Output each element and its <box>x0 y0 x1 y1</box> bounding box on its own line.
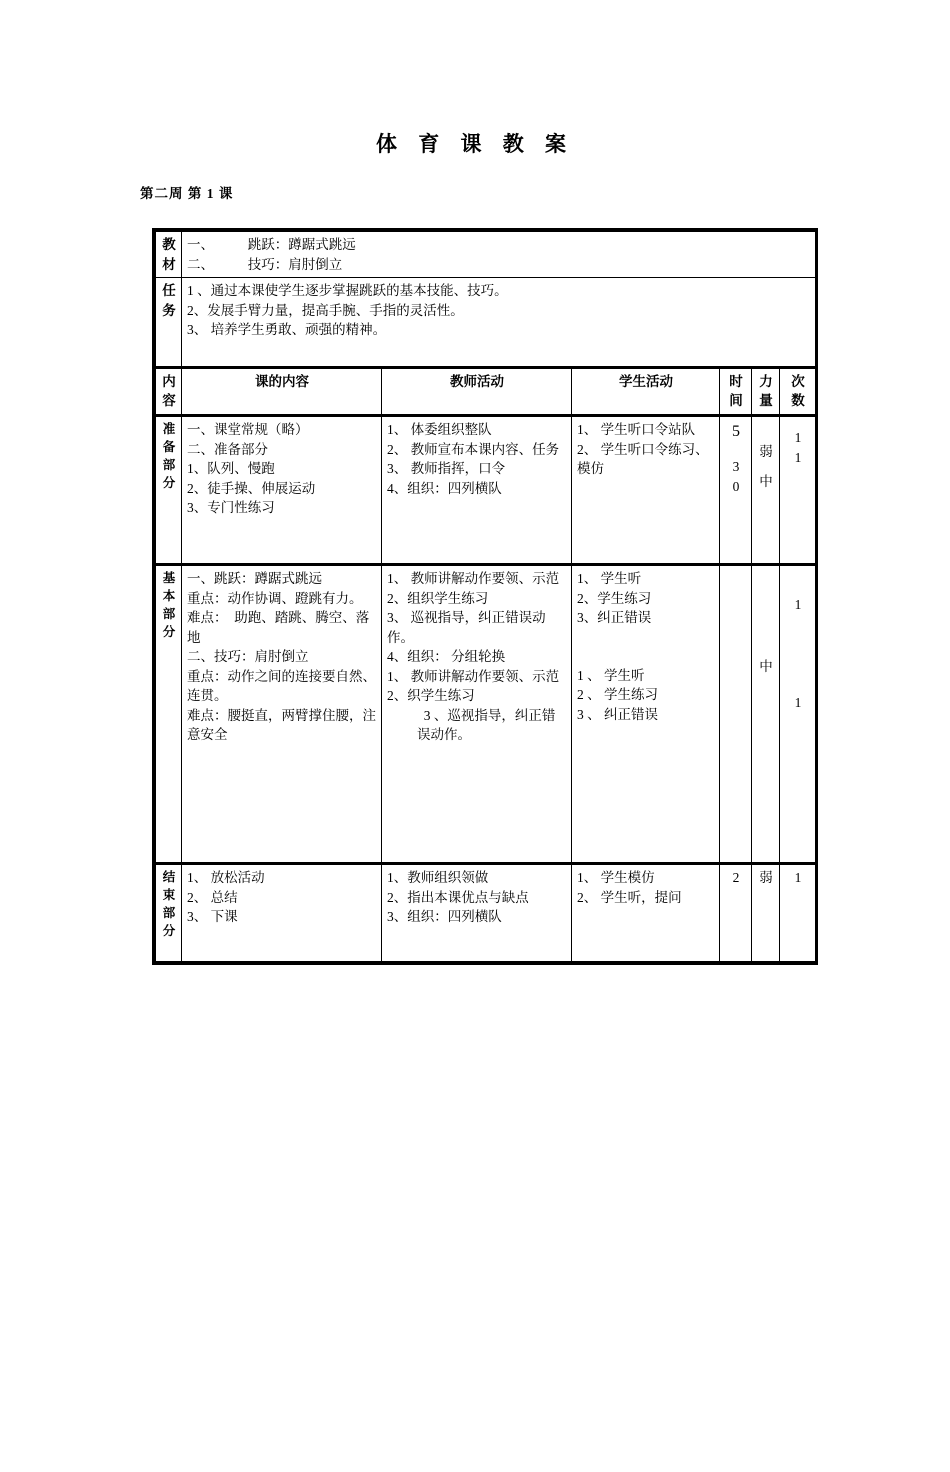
prepare-times-2: 1 <box>794 449 802 465</box>
document-page <box>0 128 950 1472</box>
end-strength-1: 弱 <box>759 869 773 885</box>
basic-student-6: 3 、 纠正错误 <box>577 706 658 722</box>
row-label-prepare: 准 备 部 分 <box>156 415 182 564</box>
end-content-1: 1、 放松活动 <box>187 869 265 885</box>
header-teacher: 教师活动 <box>382 367 572 415</box>
end-student-1: 1、 学生模仿 <box>577 869 655 885</box>
prepare-time-cell <box>720 415 752 564</box>
prepare-content-1: 一、课堂常规（略） <box>187 421 309 437</box>
basic-teacher-2: 2、组织学生练习 <box>387 590 489 606</box>
basic-times-cell <box>780 564 816 863</box>
end-content-3: 3、 下课 <box>187 909 238 925</box>
tasks-line-1: 1 、通过本课使学生逐步掌握跳跃的基本技能、技巧。 <box>187 283 508 299</box>
table-row-prepare <box>156 415 816 564</box>
basic-teacher-7: 3 、巡视指导，纠正错误动作。 <box>417 707 556 743</box>
tasks-cell <box>182 278 816 368</box>
prepare-time-2: 3 <box>732 459 740 475</box>
materials-cell <box>182 232 816 278</box>
table-row-tasks <box>156 278 816 368</box>
prepare-time-1: 5 <box>732 422 740 440</box>
prepare-content-2: 二、准备部分 <box>187 441 268 457</box>
prepare-teacher-3: 3、 教师指挥，口令 <box>387 461 506 477</box>
prepare-student-cell <box>572 415 720 564</box>
basic-student-cell <box>572 564 720 863</box>
basic-content-3: 难点： 助跑、踏跳、腾空、落地 <box>187 610 370 645</box>
prepare-student-2: 2、 学生听口令练习、模仿 <box>577 441 709 477</box>
header-student: 学生活动 <box>572 367 720 415</box>
basic-student-2: 2、学生练习 <box>577 590 652 606</box>
prepare-teacher-cell <box>382 415 572 564</box>
basic-student-spacer <box>577 628 715 666</box>
prepare-strength-2: 中 <box>759 473 773 489</box>
row-label-basic: 基 本 部 分 <box>156 564 182 863</box>
lesson-plan-table <box>155 231 816 962</box>
lesson-plan-table-wrapper <box>152 228 818 965</box>
table-header-row <box>156 367 816 415</box>
end-student-2: 2、 学生听，提问 <box>577 889 682 905</box>
basic-teacher-3: 3、 巡视指导，纠正错误动作。 <box>387 610 546 645</box>
basic-content-2: 重点：动作协调、蹬跳有力。 <box>187 590 363 606</box>
basic-content-4: 二、技巧：肩肘倒立 <box>187 649 309 665</box>
basic-content-cell <box>182 564 382 863</box>
table-row-materials <box>156 232 816 278</box>
end-strength-cell <box>752 863 780 961</box>
materials-line-1: 一、 跳跃：蹲踞式跳远 <box>187 237 356 252</box>
end-content-2: 2、 总结 <box>187 889 238 905</box>
prepare-teacher-2: 2、 教师宣布本课内容、任务 <box>387 441 560 457</box>
basic-content-5: 重点：动作之间的连接要自然、连贯。 <box>187 668 376 704</box>
table-row-end <box>156 863 816 961</box>
end-times-cell <box>780 863 816 961</box>
basic-teacher-4: 4、组织： 分组轮换 <box>387 649 506 665</box>
row-label-materials: 教 材 <box>156 232 182 278</box>
basic-strength-cell <box>752 564 780 863</box>
header-content: 课的内容 <box>182 367 382 415</box>
week-lesson-label: 第二周 第 1 课 <box>140 186 234 201</box>
tasks-line-3: 3、 培养学生勇敢、顽强的精神。 <box>187 322 387 338</box>
header-times: 次数 <box>780 367 816 415</box>
prepare-times-1: 1 <box>794 429 802 445</box>
row-label-end: 结 束 部 分 <box>156 863 182 961</box>
basic-student-5: 2 、 学生练习 <box>577 687 658 703</box>
prepare-content-3: 1、队列、慢跑 <box>187 461 275 477</box>
prepare-times-cell <box>780 415 816 564</box>
end-teacher-3: 3、组织：四列横队 <box>387 909 502 925</box>
end-teacher-cell <box>382 863 572 961</box>
basic-student-3: 3、纠正错误 <box>577 610 652 626</box>
prepare-content-4: 2、徒手操、伸展运动 <box>187 480 316 496</box>
basic-student-1: 1、 学生听 <box>577 570 642 586</box>
row-label-tasks: 任 务 <box>156 278 182 368</box>
prepare-content-5: 3、专门性练习 <box>187 500 275 516</box>
prepare-strength-1: 弱 <box>759 443 773 459</box>
end-content-cell <box>182 863 382 961</box>
prepare-time-3: 0 <box>732 478 740 494</box>
basic-teacher-6: 2、织学生练习 <box>387 688 475 704</box>
basic-teacher-1: 1、 教师讲解动作要领、示范 <box>387 570 560 586</box>
end-teacher-2: 2、指出本课优点与缺点 <box>387 889 529 905</box>
basic-teacher-5: 1、 教师讲解动作要领、示范 <box>387 668 560 684</box>
materials-line-2: 二、 技巧：肩肘倒立 <box>187 256 343 272</box>
tasks-line-2: 2、发展手臂力量，提高手腕、手指的灵活性。 <box>187 302 464 318</box>
basic-content-6: 难点：腰挺直，两臂撑住腰，注意安全 <box>187 707 376 743</box>
basic-strength-1: 中 <box>759 658 773 674</box>
end-teacher-1: 1、教师组织领做 <box>387 869 489 885</box>
prepare-content-cell <box>182 415 382 564</box>
header-time: 时间 <box>720 367 752 415</box>
end-student-cell <box>572 863 720 961</box>
prepare-strength-cell <box>752 415 780 564</box>
basic-time-cell <box>720 564 752 863</box>
page-title: 体 育 课 教 案 <box>376 132 574 156</box>
header-strength: 力量 <box>752 367 780 415</box>
prepare-student-1: 1、 学生听口令站队 <box>577 421 696 437</box>
prepare-teacher-1: 1、 体委组织整队 <box>387 421 492 437</box>
basic-content-1: 一、跳跃：蹲踞式跳远 <box>187 570 322 586</box>
table-row-basic <box>156 564 816 863</box>
basic-times-2: 1 <box>794 694 802 710</box>
prepare-teacher-4: 4、组织：四列横队 <box>387 480 502 496</box>
basic-student-4: 1 、 学生听 <box>577 667 645 683</box>
basic-times-1: 1 <box>794 596 802 612</box>
end-times-1: 1 <box>794 869 802 885</box>
basic-teacher-cell <box>382 564 572 863</box>
end-time-cell <box>720 863 752 961</box>
end-time-1: 2 <box>732 869 740 885</box>
header-label-content: 内 容 <box>156 367 182 415</box>
